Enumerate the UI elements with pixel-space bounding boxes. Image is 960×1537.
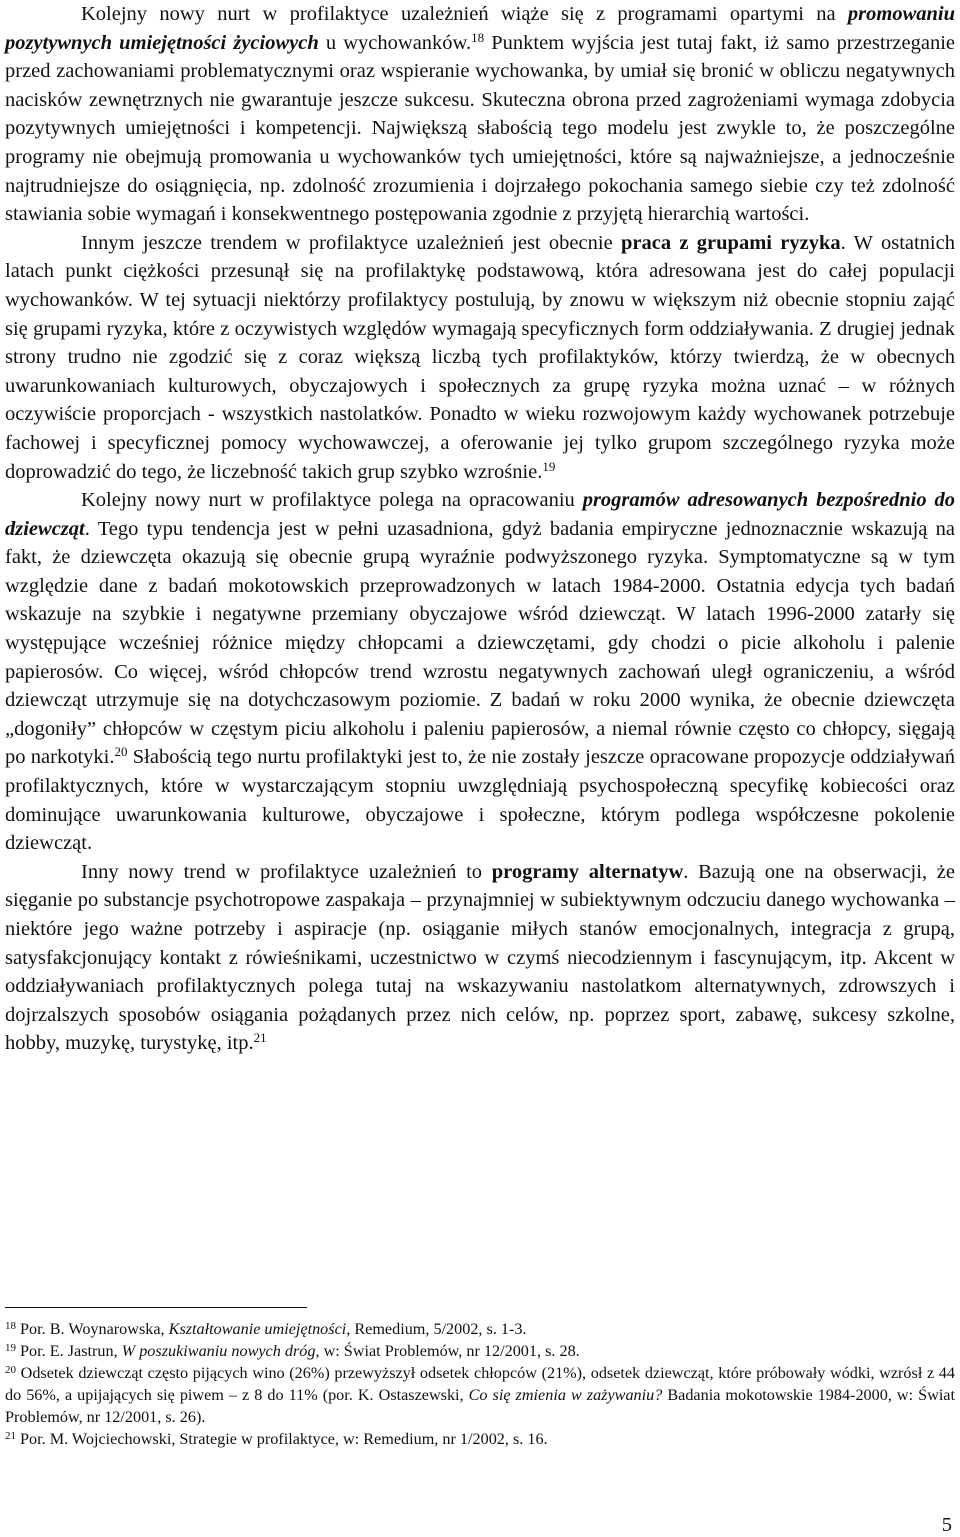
text-run: , Remedium, 5/2002, s. 1-3. (346, 1320, 527, 1338)
footnote-separator (5, 1307, 307, 1308)
text-run: . Bazują one na obserwacji, że sięganie po substancje psychotropowe zaspakaja – przynajmniej w subiektywnym odczuciu danego wychowanka – niektóre jego ważne potrzeby i aspiracje (np. osiąganie miłych stanów emocjonalnych, integracja z grupą, satysfakcjonujący kontakt z rówieśnikami, uczestnictwo w czymś niecodziennym i fascynującym, itp. Akcent w oddziaływaniach profilaktycznych polega tutaj na wskazywaniu nastolatkom alternatywnych, zdrowszych i dojrzalszych sposobów osiągania pożądanych przez nich celów, np. poprzez sport, zabawę, sukcesy szkolne, hobby, muzykę, turystykę, itp. (5, 860, 955, 1055)
footnote-ref: 20 (5, 1364, 16, 1376)
footnote-ref: 19 (5, 1342, 16, 1354)
body-text (5, 0, 955, 1058)
paragraph (5, 486, 955, 858)
text-run: Kolejny nowy nurt w profilaktyce polega na opracowaniu (81, 489, 583, 512)
paragraph (5, 858, 955, 1058)
text-run: Kolejny nowy nurt w profilaktyce uzależnień wiąże się z programami opartymi na (81, 3, 848, 25)
paragraph (5, 0, 955, 229)
paragraph (5, 229, 955, 486)
text-run: Odsetek dziewcząt często pijących wino (26%) przewyższył odsetek chłopców (21%), odsetek dziewcząt, które próbowały wódki, wzrósł z 44 do 56%, a upijających się piwem – z 8 do 11% (por. K. Ostaszewski, (5, 1364, 955, 1404)
italic-title: Co się zmienia w zażywaniu? (468, 1386, 663, 1404)
text-run: u wychowanków. (318, 31, 472, 54)
text-run: . W ostatnich latach punkt ciężkości przesunął się na profilaktykę podstawową, która adresowana jest do całej populacji wychowanków. W tej sytuacji niektórzy profilaktycy postulują, by znowu w większym niż obecnie stopniu zająć się grupami ryzyka, które z oczywistych względów wymagają specyficznych form oddziaływania. Z drugiej jednak strony trudno nie zgodzić się z coraz większą liczbą tych profilaktyków, którzy twierdzą, że w obecnych uwarunkowaniach kulturowych, obyczajowych i społecznych za grupę ryzyka można uznać – w różnych oczywiście proporcjach - wszystkich nastolatków. Ponadto w wieku rozwojowym każdy wychowanek potrzebuje fachowej i specyficznej pomocy wychowawczej, a oferowanie jej tylko grupom szczególnego ryzyka może doprowadzić do tego, że liczebność takich grup szybko wzrośnie. (5, 231, 955, 483)
footnotes (5, 1318, 955, 1450)
text-run: Por. B. Woynarowska, (16, 1320, 169, 1338)
footnote-ref: 21 (253, 1030, 267, 1046)
text-run: Badania mokotowskie 1984-2000, w: Świat Problemów, nr 12/2001, s. 26). (5, 1386, 955, 1426)
page-number: 5 (941, 1514, 952, 1536)
footnote (5, 1318, 955, 1340)
bold-italic-term: programów adresowanych bezpośrednio do dziewcząt (5, 489, 955, 540)
footnote (5, 1362, 955, 1428)
text-run: Por. E. Jastrun, (16, 1342, 122, 1360)
footnote (5, 1340, 955, 1362)
footnote-ref: 20 (114, 744, 128, 760)
italic-title: Kształtowanie umiejętności (168, 1320, 347, 1338)
text-run: Inny nowy trend w profilaktyce uzależnień to (81, 860, 492, 883)
bold-term: programy alternatyw (491, 860, 684, 883)
text-run: Por. M. Wojciechowski, Strategie w profilaktyce, w: Remedium, nr 1/2002, s. 16. (16, 1430, 548, 1448)
footnote-ref: 21 (5, 1430, 16, 1442)
text-run: w: Świat Problemów, nr 12/2001, s. 28. (319, 1342, 580, 1360)
footnote-ref: 19 (542, 458, 556, 474)
text-run: Słabością tego nurtu profilaktyki jest to, że nie zostały jeszcze opracowane propozycje oddziaływań profilaktycznych, które w wystarczającym stopniu uwzględniają psychospołeczną specyfikę kobiecości oraz dominujące uwarunkowania kulturowe, obyczajowe i społeczne, którym podlega współczesne pokolenie dziewcząt. (5, 746, 955, 855)
bold-italic-term: promowaniu pozytywnych umiejętności życiowych (5, 3, 955, 54)
footnote-ref: 18 (471, 29, 485, 45)
italic-title: W poszukiwaniu nowych dróg, (121, 1342, 320, 1360)
text-run: . Tego typu tendencja jest w pełni uzasadniona, gdyż badania empiryczne jednoznacznie wskazują na fakt, że dziewczęta okazują się obecnie grupą wyraźnie podwyższonego ryzyka. Symptomatyczne są w tym względzie dane z badań mokotowskich przeprowadzonych w latach 1984-2000. Ostatnia edycja tych badań wskazuje na szybkie i negatywne przemiany obyczajowe wśród dziewcząt. W latach 1996-2000 zatarły się występujące wcześniej różnice między chłopcami a dziewczętami, gdy chodzi o picie alkoholu i palenie papierosów. Co więcej, wśród chłopców trend wzrostu negatywnych zachowań uległ ograniczeniu, a wśród dziewcząt utrzymuje się na dotychczasowym poziomie. Z badań w roku 2000 wynika, że obecnie dziewczęta „dogoniły” chłopców w częstym piciu alkoholu i paleniu papierosów, a niemal równie często co chłopcy, sięgają po narkotyki. (5, 517, 955, 769)
footnote (5, 1428, 955, 1450)
bold-term: praca z grupami ryzyka (620, 231, 841, 254)
footnote-ref: 18 (5, 1320, 16, 1332)
text-run: Innym jeszcze trendem w profilaktyce uzależnień jest obecnie (81, 231, 621, 254)
text-run: Punktem wyjścia jest tutaj fakt, iż samo przestrzeganie przed zachowaniami problematycznymi oraz wspieranie wychowanka, by umiał się bronić w obliczu negatywnych nacisków zewnętrznych nie gwarantuje jeszcze sukcesu. Skuteczna obrona przed zagrożeniami wymaga zdobycia pozytywnych umiejętności i kompetencji. Największą słabością tego modelu jest zwykle to, że poszczególne programy nie obejmują promowania u wychowanków tych umiejętności, które są najważniejsze, a jednocześnie najtrudniejsze do osiągnięcia, np. zdolność zrozumienia i dojrzałego pokochania samego siebie czy też zdolność stawiania sobie wymagań i konsekwentnego postępowania zgodnie z przyjętą hierarchią wartości. (5, 31, 955, 226)
